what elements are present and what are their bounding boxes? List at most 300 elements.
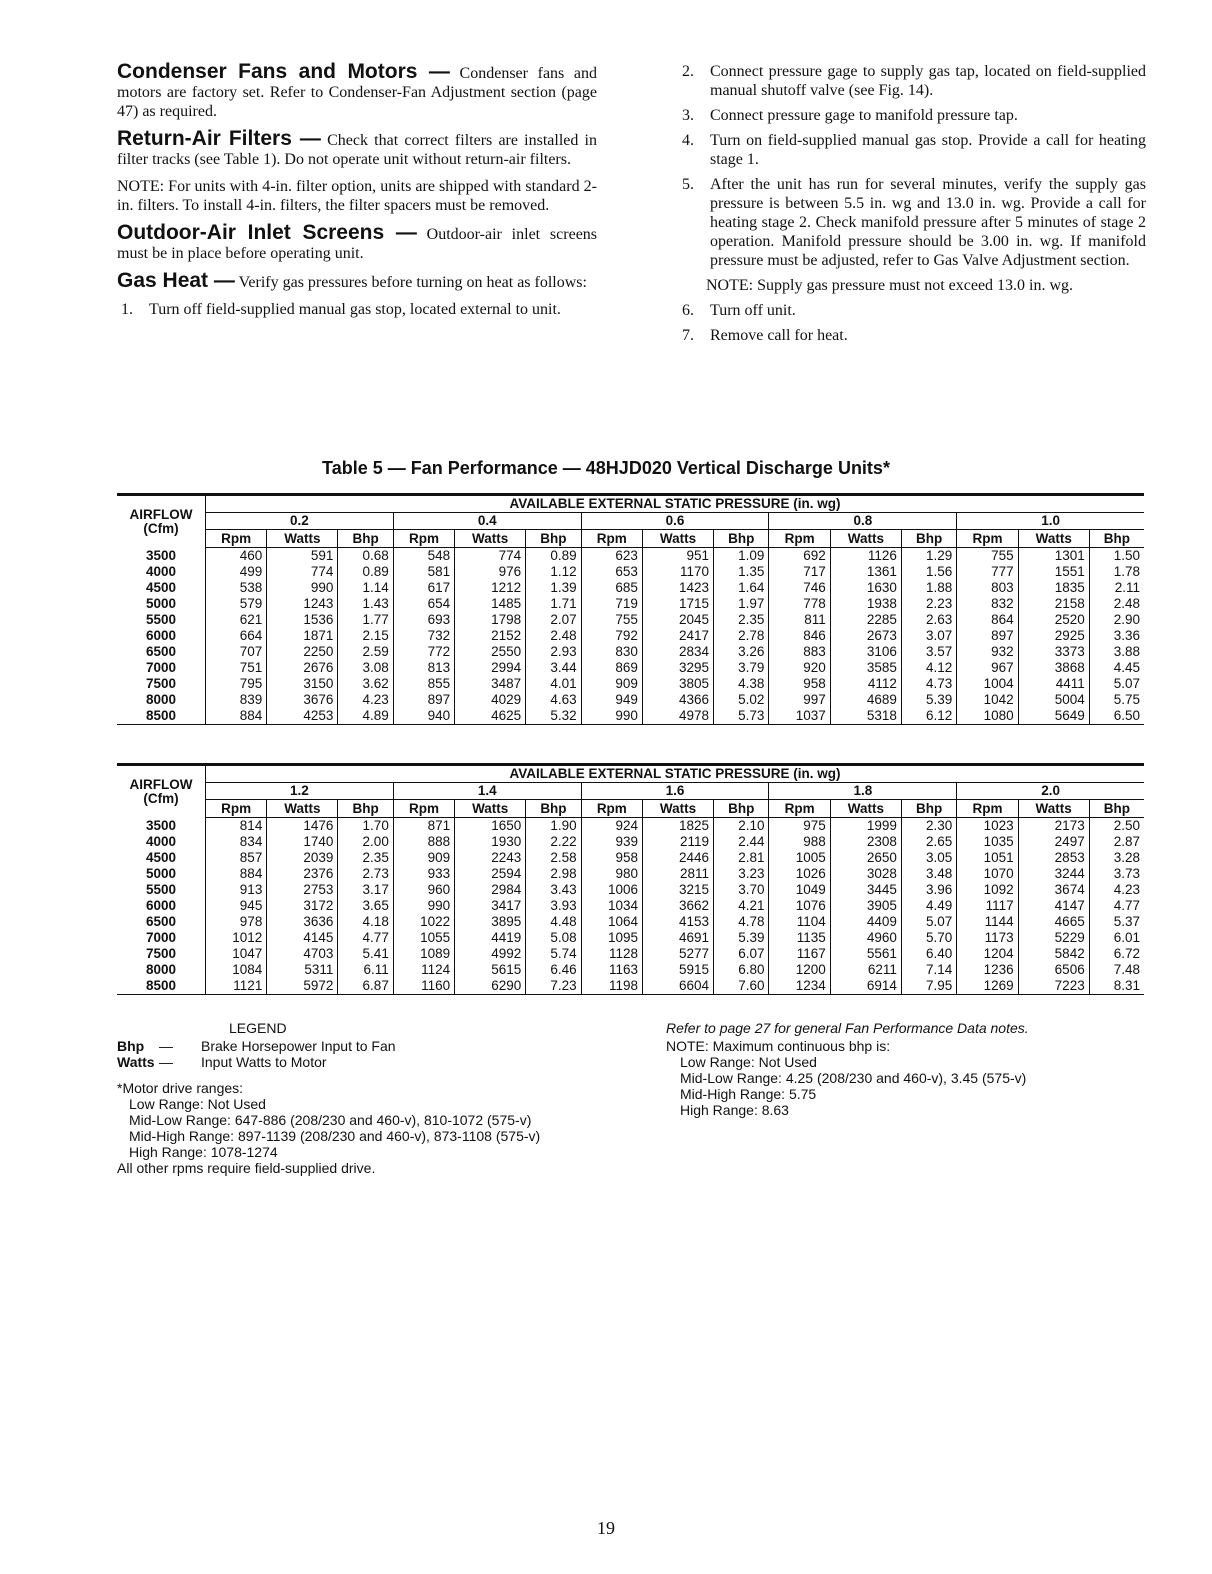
table-cell: 772 bbox=[393, 644, 454, 660]
table-cell: 988 bbox=[769, 834, 830, 850]
column-header-watts: Watts bbox=[642, 800, 713, 818]
pressure-header: 0.6 bbox=[581, 513, 769, 530]
column-header-rpm: Rpm bbox=[393, 530, 454, 548]
table-cell: 3.28 bbox=[1113, 850, 1140, 865]
table-row bbox=[117, 548, 1144, 565]
table-cell: 4.77 bbox=[338, 930, 393, 946]
table-cell: 3244 bbox=[1018, 866, 1089, 882]
table-row bbox=[117, 818, 1144, 835]
table-cell: 2.00 bbox=[338, 834, 393, 850]
table-cell: 6.46 bbox=[526, 962, 581, 978]
table-cell: 6506 bbox=[1018, 962, 1089, 978]
table-cell: 1037 bbox=[769, 708, 830, 725]
table-cell: 3373 bbox=[1018, 644, 1089, 660]
table-cell: 707 bbox=[206, 644, 267, 660]
table-row bbox=[117, 962, 1144, 978]
airflow-label: AIRFLOW bbox=[129, 776, 193, 792]
table-cell: 1485 bbox=[455, 596, 526, 612]
pressure-header: 1.8 bbox=[769, 783, 957, 800]
table-cell: 1236 bbox=[957, 962, 1018, 978]
table-cell: 1080 bbox=[957, 708, 1018, 725]
legend-title: LEGEND bbox=[229, 1020, 287, 1036]
table-cell: 830 bbox=[581, 644, 642, 660]
supply-pressure-note: NOTE: Supply gas pressure must not exceed 13.0 in. wg. bbox=[706, 277, 1074, 294]
table-cell: 1144 bbox=[957, 914, 1018, 930]
table-cell: 924 bbox=[581, 818, 642, 835]
table-cell: 4665 bbox=[1018, 914, 1089, 930]
table-cell: 1167 bbox=[769, 946, 830, 962]
table-cell: 2.48 bbox=[1113, 596, 1140, 611]
airflow-label: AIRFLOW bbox=[129, 506, 193, 522]
notes-line: Mid-High Range: 5.75 bbox=[680, 1086, 817, 1102]
table-cell: 3172 bbox=[267, 898, 338, 914]
table-cell: 1160 bbox=[393, 978, 454, 995]
legend-row bbox=[117, 1054, 637, 1070]
table-cell: 4.18 bbox=[338, 914, 393, 930]
table-cell: 693 bbox=[393, 612, 454, 628]
table-cell: 2446 bbox=[642, 850, 713, 866]
airflow-cell: 6000 bbox=[117, 898, 206, 914]
filter-note: NOTE: For units with 4-in. filter option, units are shipped with standard 2-in. filters. To install 4-in. filters, the filter spacers must be removed. bbox=[117, 178, 597, 214]
table-cell: 888 bbox=[393, 834, 454, 850]
table-cell: 1740 bbox=[267, 834, 338, 850]
table-cell: 2520 bbox=[1018, 612, 1089, 628]
table-cell: 792 bbox=[581, 628, 642, 644]
table-cell: 538 bbox=[206, 580, 267, 596]
table-cell: 4153 bbox=[642, 914, 713, 930]
table-cell: 6.87 bbox=[338, 978, 393, 995]
table-cell: 778 bbox=[769, 596, 830, 612]
airflow-cell: 4000 bbox=[117, 564, 206, 580]
motor-title: *Motor drive ranges: bbox=[117, 1080, 244, 1096]
table-cell: 4.89 bbox=[338, 708, 393, 725]
table-cell: 1035 bbox=[957, 834, 1018, 850]
column-header-bhp: Bhp bbox=[901, 800, 956, 818]
step-text: Turn on field-supplied manual gas stop. Provide a call for heating stage 1. bbox=[710, 132, 1146, 168]
airflow-cell: 6000 bbox=[117, 628, 206, 644]
airflow-cell: 8000 bbox=[117, 692, 206, 708]
airflow-header bbox=[117, 495, 206, 548]
table-cell: 1126 bbox=[830, 548, 901, 565]
table-cell: 4.23 bbox=[338, 692, 393, 708]
column-header-watts: Watts bbox=[267, 800, 338, 818]
column-header-watts: Watts bbox=[1018, 800, 1089, 818]
table-cell: 3.36 bbox=[1113, 628, 1140, 643]
table-cell: 6.72 bbox=[1113, 946, 1140, 961]
table-cell: 4419 bbox=[455, 930, 526, 946]
table-cell: 692 bbox=[769, 548, 830, 565]
table-cell: 1999 bbox=[830, 818, 901, 835]
table-row bbox=[117, 914, 1144, 930]
table-cell: 832 bbox=[957, 596, 1018, 612]
table-cell: 617 bbox=[393, 580, 454, 596]
table-cell: 978 bbox=[206, 914, 267, 930]
table-cell: 5.37 bbox=[1113, 914, 1140, 929]
table-cell: 1269 bbox=[957, 978, 1018, 995]
table-cell: 3215 bbox=[642, 882, 713, 898]
table-cell: 2.78 bbox=[714, 628, 769, 644]
table-cell: 499 bbox=[206, 564, 267, 580]
esp-header: AVAILABLE EXTERNAL STATIC PRESSURE (in. wg) bbox=[206, 495, 1145, 513]
table-cell: 4992 bbox=[455, 946, 526, 962]
airflow-cell: 4500 bbox=[117, 850, 206, 866]
table-cell: 6.12 bbox=[901, 708, 956, 725]
airflow-cell: 5000 bbox=[117, 596, 206, 612]
table-cell: 7.60 bbox=[714, 978, 769, 995]
table-cell: 3.79 bbox=[714, 660, 769, 676]
table-cell: 1034 bbox=[581, 898, 642, 914]
table-cell: 1234 bbox=[769, 978, 830, 995]
table-cell: 4.45 bbox=[1113, 660, 1140, 675]
cfm-label: (Cfm) bbox=[143, 520, 179, 536]
column-header-bhp: Bhp bbox=[1089, 530, 1144, 548]
table-cell: 857 bbox=[206, 850, 267, 866]
table-cell: 1173 bbox=[957, 930, 1018, 946]
column-header-bhp: Bhp bbox=[338, 530, 393, 548]
table-cell: 732 bbox=[393, 628, 454, 644]
table-body bbox=[117, 548, 1144, 725]
table-cell: 2.15 bbox=[338, 628, 393, 644]
table-row bbox=[117, 580, 1144, 596]
column-header-watts: Watts bbox=[642, 530, 713, 548]
table-cell: 774 bbox=[267, 564, 338, 580]
table-cell: 1.09 bbox=[714, 548, 769, 565]
airflow-header bbox=[117, 765, 206, 818]
table-cell: 2676 bbox=[267, 660, 338, 676]
table-cell: 5842 bbox=[1018, 946, 1089, 962]
table-row bbox=[117, 850, 1144, 866]
table-cell: 3905 bbox=[830, 898, 901, 914]
table-cell: 1198 bbox=[581, 978, 642, 995]
table-cell: 579 bbox=[206, 596, 267, 612]
airflow-cell: 5500 bbox=[117, 882, 206, 898]
table-row bbox=[117, 866, 1144, 882]
table-cell: 7.48 bbox=[1113, 962, 1140, 977]
gas-heat-heading: Gas Heat — bbox=[117, 269, 235, 292]
table-cell: 2.11 bbox=[1114, 580, 1140, 595]
table-cell: 4.12 bbox=[901, 660, 956, 676]
table-cell: 4.38 bbox=[714, 676, 769, 692]
airflow-cell: 6500 bbox=[117, 644, 206, 660]
table-cell: 4145 bbox=[267, 930, 338, 946]
table-cell: 2.22 bbox=[526, 834, 581, 850]
table-cell: 3895 bbox=[455, 914, 526, 930]
table-cell: 1871 bbox=[267, 628, 338, 644]
return-air-text: Check that correct filters are installed in filter tracks (see Table 1). Do not operate unit without return-air filters. bbox=[117, 132, 597, 168]
table-cell: 1.35 bbox=[714, 564, 769, 580]
step-item bbox=[117, 300, 597, 319]
table-cell: 4978 bbox=[642, 708, 713, 725]
table-cell: 7.14 bbox=[901, 962, 956, 978]
table-cell: 909 bbox=[581, 676, 642, 692]
table-cell: 1064 bbox=[581, 914, 642, 930]
step-number: 3. bbox=[682, 107, 694, 124]
table-cell: 2.65 bbox=[901, 834, 956, 850]
table-cell: 2.73 bbox=[338, 866, 393, 882]
table-cell: 939 bbox=[581, 834, 642, 850]
table-cell: 1049 bbox=[769, 882, 830, 898]
table-cell: 2497 bbox=[1018, 834, 1089, 850]
legend-row bbox=[117, 1038, 637, 1054]
table-cell: 4.78 bbox=[714, 914, 769, 930]
table-cell: 4.77 bbox=[1113, 898, 1140, 913]
table-cell: 3.73 bbox=[1113, 866, 1140, 881]
table-cell: 653 bbox=[581, 564, 642, 580]
table-cell: 7.95 bbox=[901, 978, 956, 995]
table-cell: 0.89 bbox=[526, 548, 581, 565]
table-cell: 1135 bbox=[769, 930, 830, 946]
table-cell: 1.39 bbox=[526, 580, 581, 596]
table-cell: 795 bbox=[206, 676, 267, 692]
column-header-rpm: Rpm bbox=[957, 800, 1018, 818]
table-cell: 2550 bbox=[455, 644, 526, 660]
airflow-cell: 7000 bbox=[117, 660, 206, 676]
column-header-bhp: Bhp bbox=[714, 800, 769, 818]
table-cell: 3106 bbox=[830, 644, 901, 660]
step-number: 4. bbox=[682, 132, 694, 149]
column-header-bhp: Bhp bbox=[526, 530, 581, 548]
table-cell: 814 bbox=[206, 818, 267, 835]
sub-header-row bbox=[117, 530, 1144, 548]
table-cell: 4703 bbox=[267, 946, 338, 962]
table-body bbox=[117, 818, 1144, 995]
table-cell: 6.07 bbox=[714, 946, 769, 962]
table-cell: 719 bbox=[581, 596, 642, 612]
table-cell: 1938 bbox=[830, 596, 901, 612]
notes-reference: Refer to page 27 for general Fan Performance Data notes. bbox=[666, 1020, 1029, 1036]
column-header-bhp: Bhp bbox=[714, 530, 769, 548]
fan-performance-table-low bbox=[117, 493, 1144, 725]
table-cell: 5.07 bbox=[901, 914, 956, 930]
table-cell: 3150 bbox=[267, 676, 338, 692]
table-cell: 913 bbox=[206, 882, 267, 898]
step-item bbox=[678, 62, 1146, 100]
table-cell: 1.90 bbox=[526, 818, 581, 835]
table-cell: 2753 bbox=[267, 882, 338, 898]
table-cell: 3805 bbox=[642, 676, 713, 692]
table-cell: 951 bbox=[642, 548, 713, 565]
column-header-watts: Watts bbox=[455, 800, 526, 818]
table-cell: 1.50 bbox=[1113, 548, 1140, 563]
table-cell: 3.48 bbox=[901, 866, 956, 882]
step-item bbox=[678, 131, 1146, 169]
airflow-cell: 7500 bbox=[117, 946, 206, 962]
table-row bbox=[117, 628, 1144, 644]
step-number: 2. bbox=[682, 63, 694, 80]
table-cell: 990 bbox=[581, 708, 642, 725]
step-number: 1. bbox=[121, 301, 133, 318]
gas-heat-text: Verify gas pressures before turning on heat as follows: bbox=[238, 274, 587, 291]
table-cell: 3.62 bbox=[338, 676, 393, 692]
table-cell: 1121 bbox=[206, 978, 267, 995]
condenser-paragraph bbox=[117, 62, 597, 121]
table-cell: 2.35 bbox=[714, 612, 769, 628]
table-cell: 3028 bbox=[830, 866, 901, 882]
table-cell: 1004 bbox=[957, 676, 1018, 692]
table-cell: 4.21 bbox=[714, 898, 769, 914]
table-cell: 846 bbox=[769, 628, 830, 644]
table-cell: 990 bbox=[393, 898, 454, 914]
table-cell: 1051 bbox=[957, 850, 1018, 866]
table-cell: 4.49 bbox=[901, 898, 956, 914]
table-cell: 2.63 bbox=[901, 612, 956, 628]
table-cell: 3.88 bbox=[1113, 644, 1140, 659]
table-cell: 2984 bbox=[455, 882, 526, 898]
table-cell: 1.97 bbox=[714, 596, 769, 612]
table-cell: 654 bbox=[393, 596, 454, 612]
table-cell: 3.43 bbox=[526, 882, 581, 898]
pressure-row bbox=[117, 783, 1144, 800]
step-text: Turn off unit. bbox=[710, 302, 796, 319]
column-header-rpm: Rpm bbox=[393, 800, 454, 818]
table-cell: 4253 bbox=[267, 708, 338, 725]
table-cell: 1023 bbox=[957, 818, 1018, 835]
step-number: 7. bbox=[682, 327, 694, 344]
table-cell: 1089 bbox=[393, 946, 454, 962]
airflow-cell: 4500 bbox=[117, 580, 206, 596]
table-cell: 4.01 bbox=[526, 676, 581, 692]
table-cell: 1042 bbox=[957, 692, 1018, 708]
table-cell: 6914 bbox=[830, 978, 901, 995]
table-cell: 1.88 bbox=[901, 580, 956, 596]
table-cell: 1212 bbox=[455, 580, 526, 596]
step-text: Remove call for heat. bbox=[710, 327, 848, 344]
table-title: Table 5 — Fan Performance — 48HJD020 Vertical Discharge Units* bbox=[322, 458, 890, 478]
table-cell: 1092 bbox=[957, 882, 1018, 898]
table-cell: 2173 bbox=[1018, 818, 1089, 835]
table-cell: 1243 bbox=[267, 596, 338, 612]
legend-key: Watts bbox=[117, 1054, 155, 1070]
table-cell: 3676 bbox=[267, 692, 338, 708]
table-cell: 1650 bbox=[455, 818, 526, 835]
table-cell: 1.29 bbox=[901, 548, 956, 565]
table-cell: 2.10 bbox=[714, 818, 769, 835]
table-cell: 1095 bbox=[581, 930, 642, 946]
table-cell: 5615 bbox=[455, 962, 526, 978]
table-cell: 621 bbox=[206, 612, 267, 628]
table-cell: 1551 bbox=[1018, 564, 1089, 580]
legend-dash: — bbox=[159, 1054, 173, 1070]
table-cell: 5.70 bbox=[901, 930, 956, 946]
table-cell: 1055 bbox=[393, 930, 454, 946]
airflow-cell: 5500 bbox=[117, 612, 206, 628]
table-cell: 855 bbox=[393, 676, 454, 692]
table-cell: 1423 bbox=[642, 580, 713, 596]
airflow-cell: 8000 bbox=[117, 962, 206, 978]
table-cell: 1012 bbox=[206, 930, 267, 946]
table-cell: 909 bbox=[393, 850, 454, 866]
gas-heat-paragraph bbox=[117, 271, 597, 292]
motor-line: Mid-High Range: 897-1139 (208/230 and 460-v), 873-1108 (575-v) bbox=[129, 1128, 541, 1144]
table-cell: 883 bbox=[769, 644, 830, 660]
motor-line: High Range: 1078-1274 bbox=[129, 1144, 278, 1160]
pressure-header: 1.6 bbox=[581, 783, 769, 800]
table-cell: 3662 bbox=[642, 898, 713, 914]
table-cell: 6.40 bbox=[901, 946, 956, 962]
table-cell: 4691 bbox=[642, 930, 713, 946]
table-cell: 813 bbox=[393, 660, 454, 676]
table-row bbox=[117, 676, 1144, 692]
table-cell: 4.23 bbox=[1113, 882, 1140, 897]
column-header-rpm: Rpm bbox=[206, 800, 267, 818]
pressure-header: 0.2 bbox=[206, 513, 394, 530]
table-cell: 777 bbox=[957, 564, 1018, 580]
legend bbox=[117, 1020, 637, 1176]
table-cell: 1361 bbox=[830, 564, 901, 580]
step-number: 5. bbox=[682, 176, 694, 193]
column-header-rpm: Rpm bbox=[581, 530, 642, 548]
table-cell: 5277 bbox=[642, 946, 713, 962]
table-cell: 1200 bbox=[769, 962, 830, 978]
motor-line: Low Range: Not Used bbox=[129, 1096, 266, 1112]
table-cell: 2.30 bbox=[901, 818, 956, 835]
table-cell: 920 bbox=[769, 660, 830, 676]
right-steps-after bbox=[678, 301, 1146, 345]
table-cell: 4689 bbox=[830, 692, 901, 708]
column-header-watts: Watts bbox=[1018, 530, 1089, 548]
table-cell: 3.17 bbox=[338, 882, 393, 898]
step-text: After the unit has run for several minutes, verify the supply gas pressure is between 5.5 in. wg and 13.0 in. wg. Provide a call for heating stage 2. Check manifold pressure after 5 minutes of stage 2 operation. Manifold pressure should be 3.00 in. wg. If manifold pressure must be adjusted, refer to Gas Valve Adjustment section. bbox=[710, 176, 1146, 269]
table-cell: 2376 bbox=[267, 866, 338, 882]
table-row bbox=[117, 708, 1144, 725]
table-cell: 4112 bbox=[830, 676, 901, 692]
table-cell: 460 bbox=[206, 548, 267, 565]
step-item bbox=[678, 106, 1146, 125]
step-number: 6. bbox=[682, 302, 694, 319]
outdoor-air-paragraph bbox=[117, 223, 597, 263]
notes-line: Low Range: Not Used bbox=[680, 1054, 817, 1070]
table-cell: 871 bbox=[393, 818, 454, 835]
table-cell: 1117 bbox=[957, 898, 1018, 914]
table-cell: 5561 bbox=[830, 946, 901, 962]
column-header-bhp: Bhp bbox=[338, 800, 393, 818]
table-cell: 980 bbox=[581, 866, 642, 882]
table-cell: 3.96 bbox=[901, 882, 956, 898]
table-cell: 751 bbox=[206, 660, 267, 676]
table-cell: 940 bbox=[393, 708, 454, 725]
table-cell: 5004 bbox=[1018, 692, 1089, 708]
table-cell: 1630 bbox=[830, 580, 901, 596]
table-cell: 975 bbox=[769, 818, 830, 835]
table-cell: 3.26 bbox=[714, 644, 769, 660]
table-cell: 6604 bbox=[642, 978, 713, 995]
table-cell: 864 bbox=[957, 612, 1018, 628]
table-cell: 8.31 bbox=[1089, 978, 1144, 995]
table-cell: 5649 bbox=[1018, 708, 1089, 725]
table-cell: 5.41 bbox=[338, 946, 393, 962]
table-row bbox=[117, 612, 1144, 628]
table-cell: 2045 bbox=[642, 612, 713, 628]
step-item bbox=[678, 175, 1146, 270]
table-row bbox=[117, 564, 1144, 580]
airflow-cell: 8500 bbox=[117, 708, 206, 725]
table-cell: 3295 bbox=[642, 660, 713, 676]
table-cell: 897 bbox=[393, 692, 454, 708]
table-cell: 1.78 bbox=[1113, 564, 1140, 579]
table-cell: 2285 bbox=[830, 612, 901, 628]
table-cell: 3.08 bbox=[338, 660, 393, 676]
table-cell: 869 bbox=[581, 660, 642, 676]
airflow-cell: 3500 bbox=[117, 548, 206, 565]
motor-footer: All other rpms require field-supplied drive. bbox=[117, 1160, 376, 1176]
table-cell: 5.02 bbox=[714, 692, 769, 708]
step-item bbox=[678, 301, 1146, 320]
table-cell: 1835 bbox=[1018, 580, 1089, 596]
table-row bbox=[117, 882, 1144, 898]
table-cell: 3445 bbox=[830, 882, 901, 898]
table-cell: 1204 bbox=[957, 946, 1018, 962]
outdoor-air-text: Outdoor-air inlet screens must be in place before operating unit. bbox=[117, 226, 598, 262]
